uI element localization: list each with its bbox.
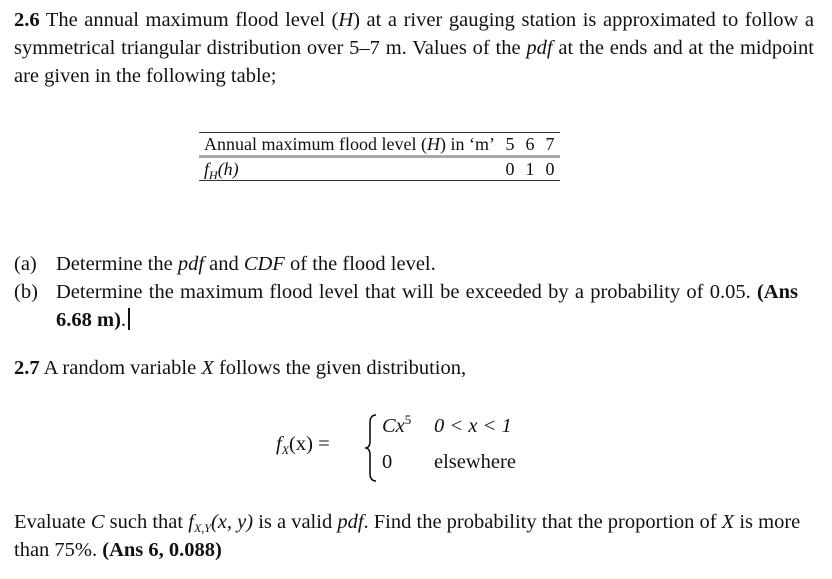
problem-2-7-text: 2.7 A random variable X follows the given distribution,	[14, 357, 467, 379]
part-a-label: (a)	[14, 253, 37, 275]
piecewise-equation	[276, 413, 556, 483]
answer-2-6: (Ans 6.68 m)	[56, 281, 798, 331]
problem-2-6-text	[14, 6, 814, 90]
table-cell: 0	[540, 157, 560, 181]
variable-h: H	[338, 9, 354, 31]
table-header-label: Annual maximum flood level (H) in ‘m’	[199, 133, 500, 157]
part-b-label: (b)	[14, 281, 38, 303]
text-cursor	[128, 308, 130, 330]
part-a	[14, 250, 798, 278]
table-cell: 7	[540, 133, 560, 157]
equation-case-2-value: 0	[382, 451, 393, 473]
flood-level-table	[199, 132, 560, 181]
variable-x: X	[201, 357, 214, 379]
problem-2-6-number: 2.6	[14, 9, 40, 31]
table-cell: 1	[520, 157, 540, 181]
equation-case-1-condition: 0 < x < 1	[434, 415, 512, 437]
table-cell: 5	[500, 133, 520, 157]
answer-2-7: (Ans 6, 0.088)	[102, 539, 222, 561]
text-segment: ) at a river gauging station is approximated to follow a symmetrical triangular distribution over 5–7 m. Values of the	[14, 9, 814, 59]
left-brace-icon	[364, 413, 378, 483]
text-segment: at the ends and at the midpoint are given in the following table;	[14, 37, 815, 87]
table-row-pdf	[199, 157, 560, 181]
part-b	[14, 278, 798, 334]
pdf-term: pdf	[526, 37, 553, 59]
equation-case-1-value: Cx$^5$	[382, 412, 412, 437]
equation-case-2-condition: elsewhere	[434, 451, 516, 473]
table-row-levels	[199, 133, 560, 157]
table-cell: 0	[500, 157, 520, 181]
part-a-text: Determine the pdf and CDF of the flood level.	[56, 253, 436, 275]
problem-2-7-number: 2.7	[14, 357, 40, 379]
equation-lhs: $f_X(x)$ =	[276, 433, 330, 457]
text-segment: The annual maximum flood level (	[39, 9, 339, 31]
problem-2-7-question: Evaluate C such that $f_{X,Y}(x$, y) is a valid pdf. Find the probability that the proportion of X is more than 75%. (Ans 6, 0.088)	[14, 511, 801, 561]
part-b-text: Determine the maximum flood level that will be exceeded by a probability of 0.05. (Ans 6.68 m).	[56, 281, 798, 331]
table-row-label: $f_H(h)$	[199, 157, 500, 181]
table-cell: 6	[520, 133, 540, 157]
